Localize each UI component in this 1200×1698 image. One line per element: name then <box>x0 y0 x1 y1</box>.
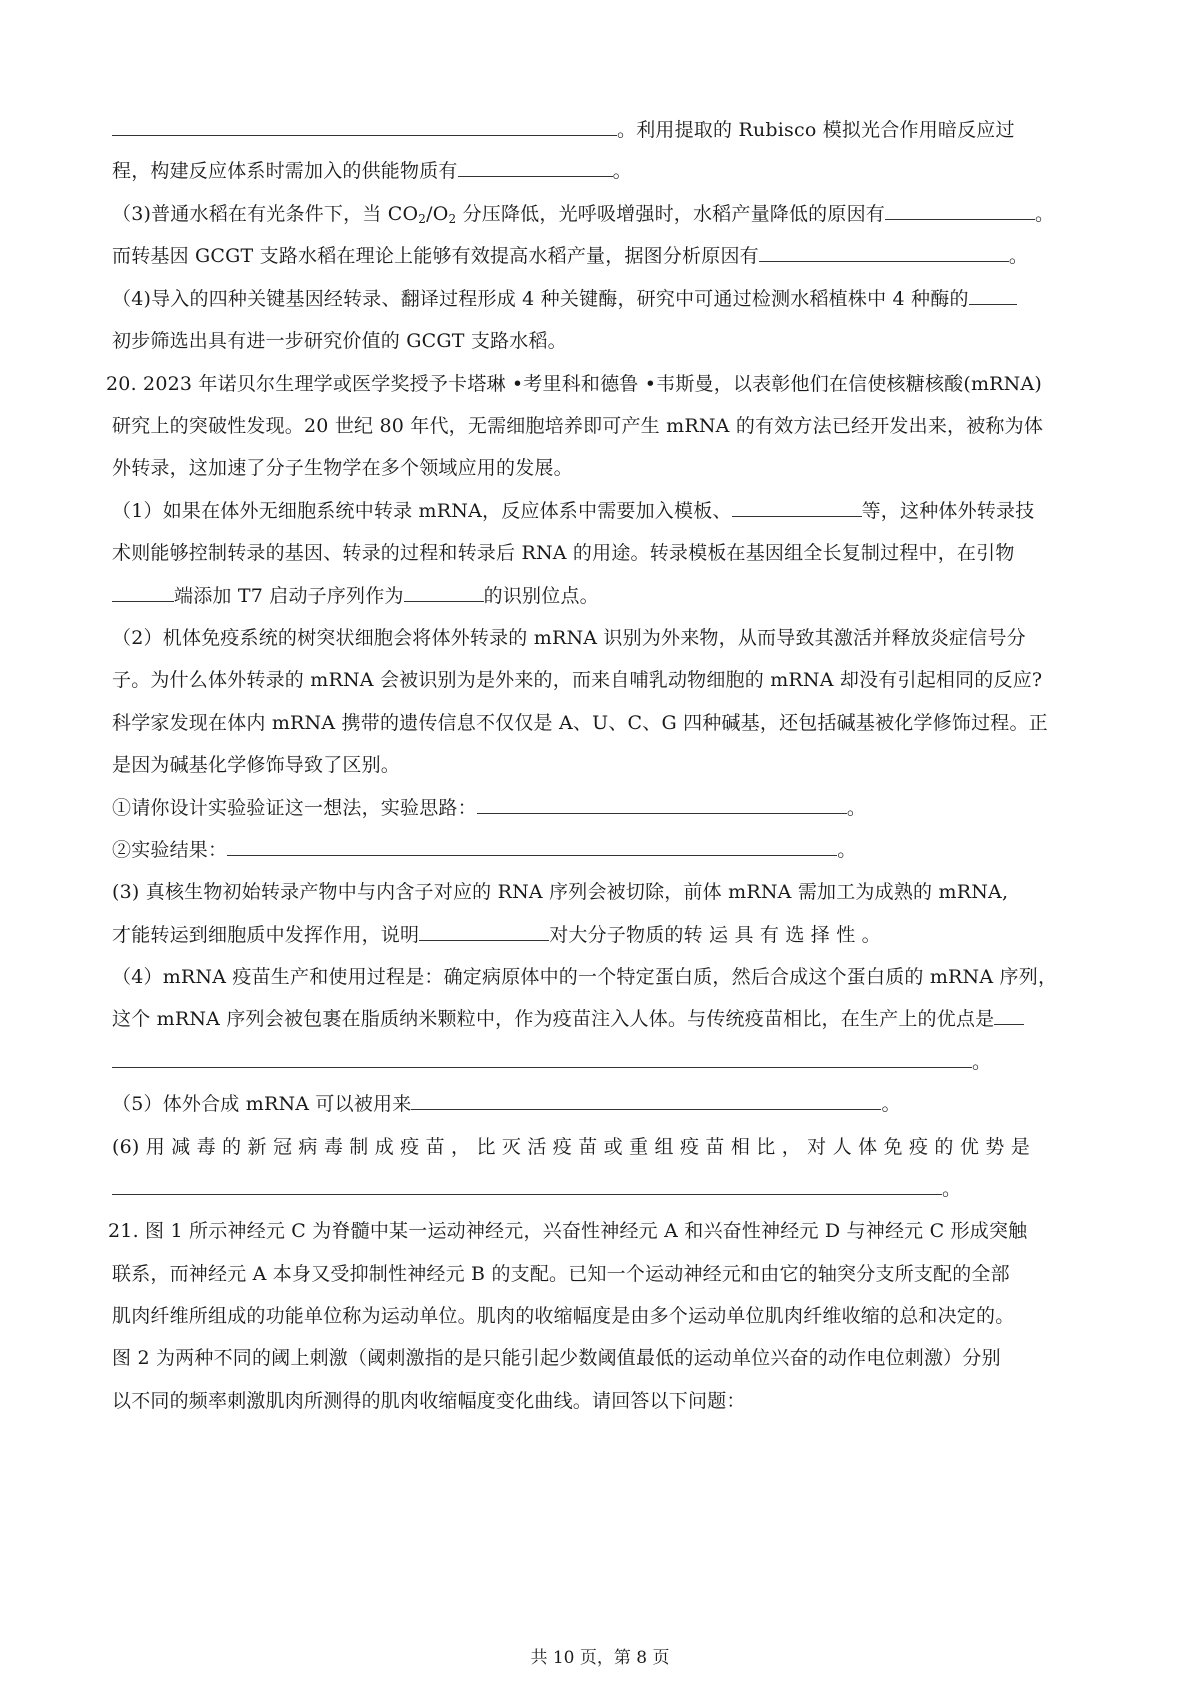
answer-blank[interactable] <box>458 158 613 177</box>
text-line: 科学家发现在体内 mRNA 携带的遗传信息不仅仅是 A、U、C、G 四种碱基，还包括碱基被化学修饰过程。正 <box>112 712 1048 734</box>
answer-blank[interactable] <box>969 286 1017 305</box>
answer-blank[interactable] <box>112 1176 942 1195</box>
text-line: 。 <box>112 1176 1100 1202</box>
text-line: 外转录，这加速了分子生物学在多个领域应用的发展。 <box>112 457 573 479</box>
text-line: 这个 mRNA 序列会被包裹在脂质纳米颗粒中，作为疫苗注入人体。与传统疫苗相比，在生产上的优点是 <box>112 1006 1100 1032</box>
text-line: 子。为什么体外转录的 mRNA 会被识别为是外来的，而来自哺乳动物细胞的 mRNA 却没有引起相同的反应? <box>112 669 1043 691</box>
text-line: (6) 用 减 毒 的 新 冠 病 毒 制 成 疫 苗 ， 比 灭 活 疫 苗 或 重 组 疫 苗 相 比 ， 对 人 体 免 疫 的 优 势 是 <box>112 1136 1030 1158</box>
text-line: 研究上的突破性发现。20 世纪 80 年代，无需细胞培养即可产生 mRNA 的有效方法已经开发出来，被称为体 <box>112 415 1044 437</box>
text-line: 初步筛选出具有进一步研究价值的 GCGT 支路水稻。 <box>112 330 567 352</box>
text-line: 端添加 T7 启动子序列作为 的识别位点。 <box>112 583 1100 609</box>
text-line: 是因为碱基化学修饰导致了区别。 <box>112 754 401 776</box>
text-line: 肌肉纤维所组成的功能单位称为运动单位。肌肉的收缩幅度是由多个运动单位肌肉纤维收缩的总和决定的。 <box>112 1305 1015 1327</box>
text-line: 。 <box>112 1049 1100 1075</box>
text-line: 才能转运到细胞质中发挥作用，说明 对大分子物质的转 运 具 有 选 择 性 。 <box>112 924 881 946</box>
text-line: （4）mRNA 疫苗生产和使用过程是：确定病原体中的一个特定蛋白质，然后合成这个蛋白质的 mRNA 序列， <box>112 966 1058 988</box>
answer-blank[interactable] <box>477 795 847 814</box>
answer-blank[interactable] <box>404 583 484 602</box>
answer-blank[interactable] <box>994 1006 1024 1025</box>
text-line: ②实验结果： 。 <box>112 839 857 861</box>
text-line: 而转基因 GCGT 支路水稻在理论上能够有效提高水稻产量，据图分析原因有 。 <box>112 245 1029 267</box>
text-line: （2）机体免疫系统的树突状细胞会将体外转录的 mRNA 识别为外来物，从而导致其激活并释放炎症信号分 <box>112 627 1026 649</box>
question-21-stem: 21. 图 1 所示神经元 C 为脊髓中某一运动神经元，兴奋性神经元 A 和兴奋性神经元 D 与神经元 C 形成突触 <box>108 1220 1028 1242</box>
answer-blank[interactable] <box>419 922 549 941</box>
text-line: 术则能够控制转录的基因、转录的过程和转录后 RNA 的用途。转录模板在基因组全长复制过程中，在引物 <box>112 542 1015 564</box>
text-line: （4)导入的四种关键基因经转录、翻译过程形成 4 种关键酶，研究中可通过检测水稻植株中 4 种酶的 <box>112 286 1100 312</box>
answer-blank[interactable] <box>759 243 1009 262</box>
page-footer: 共 10 页，第 8 页 <box>530 1648 670 1668</box>
answer-blank[interactable] <box>732 498 862 517</box>
question-20-stem: 20. 2023 年诺贝尔生理学或医学奖授予卡塔琳 •考里科和德鲁 •韦斯曼，以表彰他们在信使核糖核酸(mRNA) <box>106 373 1043 395</box>
text-line: （3)普通水稻在有光条件下，当 $CO_2/O_2$ 分压降低，光呼吸增强时，水稻产量降低的原因有 。 <box>112 203 1055 226</box>
text-line: (3) 真核生物初始转录产物中与内含子对应的 RNA 序列会被切除，前体 mRNA 需加工为成熟的 mRNA, <box>112 881 1009 903</box>
text-line: 程，构建反应体系时需加入的供能物质有 。 <box>112 160 632 182</box>
text-line: （5）体外合成 mRNA 可以被用来 。 <box>112 1093 901 1115</box>
answer-blank[interactable] <box>112 117 617 136</box>
text-line: 图 2 为两种不同的阈上刺激（阈刺激指的是只能引起少数阈值最低的运动单位兴奋的动作电位刺激）分别 <box>112 1347 1001 1369</box>
answer-blank[interactable] <box>227 837 837 856</box>
answer-blank[interactable] <box>411 1091 881 1110</box>
text-line: （1）如果在体外无细胞系统中转录 mRNA，反应体系中需要加入模板、 等，这种体外转录技 <box>112 500 1035 522</box>
text-line: ①请你设计实验验证这一想法，实验思路： 。 <box>112 797 867 819</box>
text-line: 以不同的频率刺激肌肉所测得的肌肉收缩幅度变化曲线。请回答以下问题： <box>112 1390 746 1412</box>
text-line: 。利用提取的 Rubisco 模拟光合作用暗反应过 <box>112 117 1100 143</box>
answer-blank[interactable] <box>112 1049 972 1068</box>
text-line: 联系，而神经元 A 本身又受抑制性神经元 B 的支配。已知一个运动神经元和由它的轴突分支所支配的全部 <box>112 1263 1010 1285</box>
answer-blank[interactable] <box>112 583 174 602</box>
answer-blank[interactable] <box>885 201 1035 220</box>
